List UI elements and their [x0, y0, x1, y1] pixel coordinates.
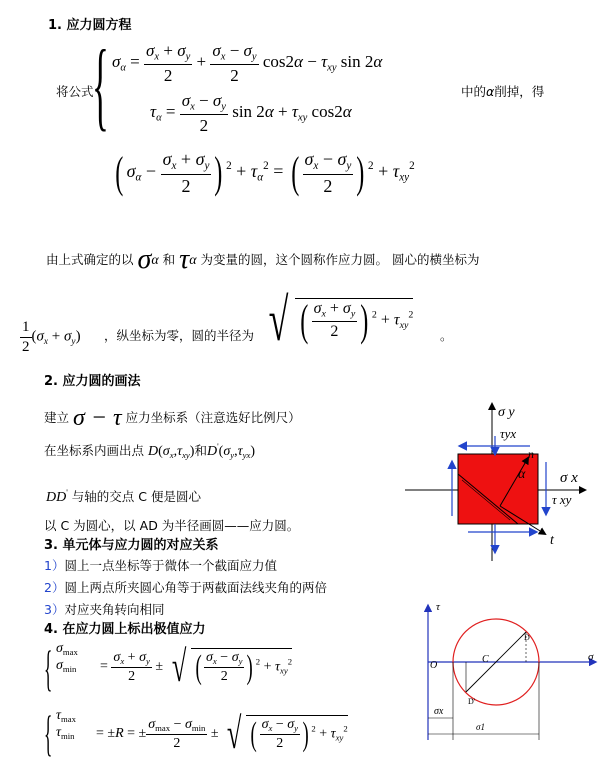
intro-text: 将公式 [56, 84, 94, 99]
label-C: C [482, 654, 489, 665]
circle-equation: ( $\sigma_\alpha$ − $\frac{\sigma_x + \sigma_y}{2}$ ) $^2 + \tau_\alpha^2$ = ( $\frac{\sigma_x - \sigma_y}{2}$ ) $^2 + \tau_{xy}^2$ [115, 147, 415, 197]
center-coordinate: $\frac{1}{2}$ $(\sigma_x + \sigma_y)$ [22, 319, 81, 355]
plot-line: 在坐标系内画出点 $D(\sigma_x,\tau_{xy})$和$D'(\sigma_y,\tau_{yx})$ [44, 441, 255, 461]
paragraph-line2: ，纵坐标为零，圆的半径为 [104, 328, 255, 343]
section3-item-3: 3）对应夹角转向相同 [44, 602, 165, 617]
label-tau-yx: τyx [500, 426, 517, 441]
tau-max-min-brace: { [44, 705, 53, 761]
label-sx: σx [434, 706, 444, 717]
tau-alpha-equation: $\tau_\alpha$ = $\frac{\sigma_x - \sigma_y}{2}$ $\sin 2\alpha + \tau_{xy}$ cos2α [150, 91, 352, 135]
sigma-max-min-labels: $\sigma_{max}$ $\sigma_{min}$ [56, 641, 78, 674]
label-O: O [430, 660, 438, 671]
left-brace: { [92, 29, 109, 140]
section3-item-2: 2）圆上两点所夹圆心角等于两截面法线夹角的两倍 [44, 580, 327, 595]
label-sigma-x: σ x [560, 470, 578, 486]
sigma-max-min-formula: = $\frac{\sigma_x + \sigma_y}{2}$ ± √ ( $\frac{\sigma_x - \sigma_y}{2}$ ) $^2 + \tau_{xy}^2$ [100, 642, 293, 691]
after-text: 中的α削掉，得 [461, 84, 545, 99]
label-D: D [524, 633, 530, 642]
label-Dp: D' [468, 697, 476, 706]
section2-heading: 2. 应力圆的画法 [44, 374, 141, 389]
mohr-circle-figure [410, 600, 600, 750]
label-sigma-y: σ y [498, 405, 515, 420]
label-alpha: α [518, 467, 526, 482]
max-min-brace: { [44, 640, 53, 696]
stress-element-figure [400, 396, 590, 566]
radius-formula: √ ( $\frac{\sigma_x + \sigma_y}{2}$ ) $^2 + \tau_{xy}^2$ [268, 287, 414, 353]
tau-max-min-labels: $\tau_{max}$ $\tau_{min}$ [56, 708, 76, 741]
section3-item-1: 1）圆上一点坐标等于微体一个截面应力值 [44, 558, 277, 573]
sigma-alpha-equation: $\sigma_\alpha$ = $\frac{\sigma_x + \sigma_y}{2}$ + $\frac{\sigma_x - \sigma_y}{2}$ $\cos 2\alpha - \tau_{xy}$ sin 2α [112, 41, 383, 85]
element-square [458, 454, 538, 524]
dd-line: DD' 与轴的交点 C 便是圆心 [46, 487, 201, 506]
build-line: 建立 σ − τ 应力坐标系（注意选好比例尺） [44, 405, 301, 431]
label-n: n [528, 447, 534, 461]
paragraph-end: 。 [440, 328, 453, 343]
center-line: 以 C 为圆心，以 AD 为半径画圆——应力圆。 [44, 518, 300, 533]
section1-heading: 1. 应力圆方程 [48, 18, 132, 33]
label-tau-xy: τ xy [552, 492, 572, 507]
section3-heading: 3. 单元体与应力圆的对应关系 [44, 538, 219, 553]
label-tau: τ [436, 601, 440, 613]
label-t: t [550, 533, 554, 548]
paragraph-line1: 由上式确定的以 σα 和 τα 为变量的圆，这个圆称作应力圆。 圆心的横坐标为 [46, 244, 480, 275]
section4-heading: 4. 在应力圆上标出极值应力 [44, 622, 206, 637]
label-s1: σ1 [476, 722, 485, 732]
label-sigma: σ [588, 651, 594, 663]
tau-max-min-formula: = ±R = ± $\frac{\sigma_{max} - \sigma_{min}}{2}$ ± √ ( $\frac{\sigma_x - \sigma_y}{2}$ ) $^2 + \tau_{xy}^2$ [96, 709, 348, 758]
